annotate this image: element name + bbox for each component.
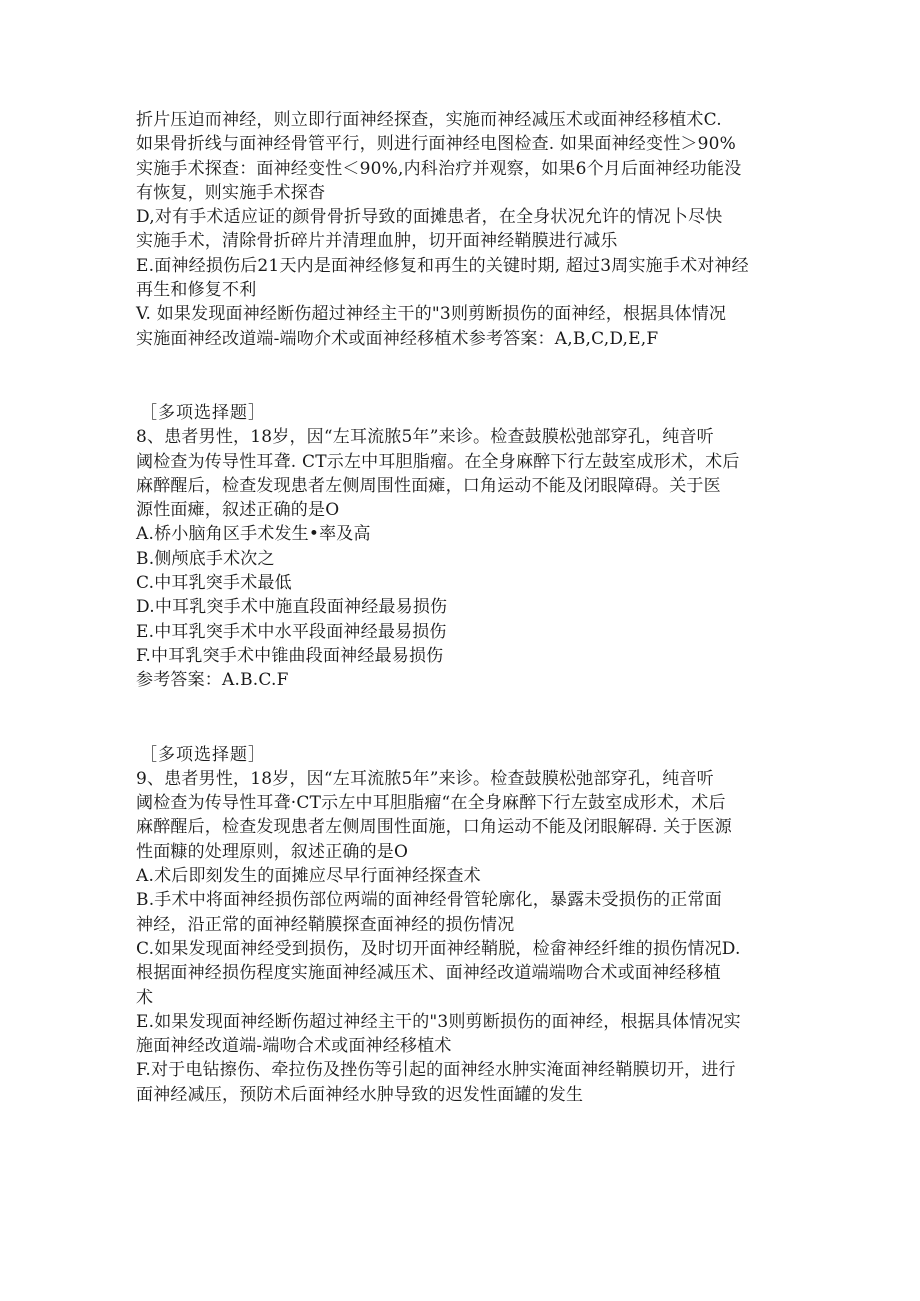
- text-line: 神经，沿正常的面神经鞘膜探查面神经的损伤情况: [136, 914, 515, 935]
- text-line: 再生和修复不利: [136, 280, 257, 301]
- option-d: D.中耳乳突手术中施直段面神经最易损伤: [136, 597, 448, 618]
- option-f: V. 如果发现面神经断伤超过神经主干的"3则剪断损伤的面神经，根据具体情况: [136, 304, 727, 325]
- option-c: C.中耳乳突手术最低: [136, 573, 292, 594]
- text-line: 实施手术探查：面神经变性＜90%,内科治疗并观察，如果6个月后面神经功能没: [136, 158, 742, 179]
- question-stem: 阈检查为传导性耳聋·CT示左中耳胆脂瘤“在全身麻醉下行左鼓室成形术，术后: [136, 793, 726, 814]
- option-f: F.中耳乳突手术中锥曲段面神经最易损伤: [136, 645, 444, 666]
- text-line: 折片压迫而神经，则立即行面神经探查，实施而神经减压术或面神经移植术C.: [136, 110, 722, 130]
- option-b: B.侧颅底手术次之: [136, 548, 275, 569]
- answer-line: 参考答案：A.B.C.F: [136, 670, 289, 691]
- answer-line: 实施面神经改道端-端吻介术或面神经移植术参考答案：A,B,C,D,E,F: [136, 328, 659, 349]
- question-stem: 9、患者男性，18岁，因“左耳流脓5年”来诊。检查鼓膜松弛部穿孔，纯音听: [136, 768, 714, 789]
- option-c: C.如果发现面神经受到损伤，及时切开面神经鞘脱，检畲神经纤维的损伤情况D.: [136, 938, 741, 959]
- option-e: E.面神经损伤后21天内是面神经修复和再生的关键时期, 超过3周实施手术对神经: [136, 255, 749, 276]
- text-line: 术: [136, 987, 154, 1008]
- text-line: 根据面神经损伤程度实施面神经减压术、面神经改道端端吻合术或面神经移植: [136, 963, 721, 984]
- document-page: [136, 108, 786, 1107]
- text-line: 实施手术，清除骨折碎片并清理血肿，切开面神经鞘膜进行减乐: [136, 231, 618, 252]
- question-stem: 麻醉醒后，检查发现患者左侧周围性面施，口角运动不能及闭眼解碍. 关于医源: [136, 817, 733, 838]
- question-9: [136, 743, 786, 1107]
- question-stem: 麻醉醒后，检查发现患者左侧周围性面瘫，口角运动不能及闭眼障碍。关于医: [136, 475, 721, 496]
- text-line: 有恢复，则实施手术探杳: [136, 182, 326, 203]
- text-line: 面神经减压，预防术后面神经水肿导致的迟发性面罐的发生: [136, 1084, 584, 1105]
- text-line: 施面神经改道端-端吻合术或面神经移植术: [136, 1036, 452, 1057]
- question-type-tag: ［多项选择题］: [140, 402, 266, 423]
- question-stem: 性面糠的处理原则，叙述正确的是O: [136, 841, 409, 862]
- option-a: A.桥小脑角区手术发生•率及高: [136, 524, 371, 545]
- question-stem: 源性面瘫，叙述正确的是O: [136, 500, 340, 521]
- text-line: 如果骨折线与面神经骨管平行，则进行面神经电图检查. 如果面神经变性＞90%: [136, 134, 736, 155]
- question-type-tag: ［多项选择题］: [140, 744, 266, 765]
- question-8: [136, 401, 786, 693]
- question-stem: 阈检查为传导性耳聋. CT示左中耳胆脂瘤。在全身麻醉下行左鼓室成形术，术后: [136, 451, 740, 472]
- option-f: F.对于电钻擦伤、牵拉伤及挫伤等引起的面神经水肿实淹面神经鞘膜切开，进行: [136, 1060, 736, 1081]
- question-stem: 8、患者男性，18岁，因“左耳流脓5年”来诊。检查鼓膜松弛部穿孔，纯音听: [136, 427, 714, 448]
- option-e: E.中耳乳突手术中水平段面神经最易损伤: [136, 621, 447, 642]
- option-b: B.手术中将面神经损伤部位两端的面神经骨管轮廓化，暴露未受损伤的正常面: [136, 890, 722, 911]
- previous-question-continuation: [136, 108, 786, 351]
- option-d: D,对有手术适应证的颜骨骨折导致的面摊患者，在全身状况允许的情况卜尽快: [136, 207, 723, 228]
- option-a: A.术后即刻发生的面摊应尽早行面神经探查术: [136, 866, 481, 887]
- option-e: E.如果发现面神经断伤超过神经主干的"3则剪断损伤的面神经，根据具体情况实: [136, 1011, 741, 1032]
